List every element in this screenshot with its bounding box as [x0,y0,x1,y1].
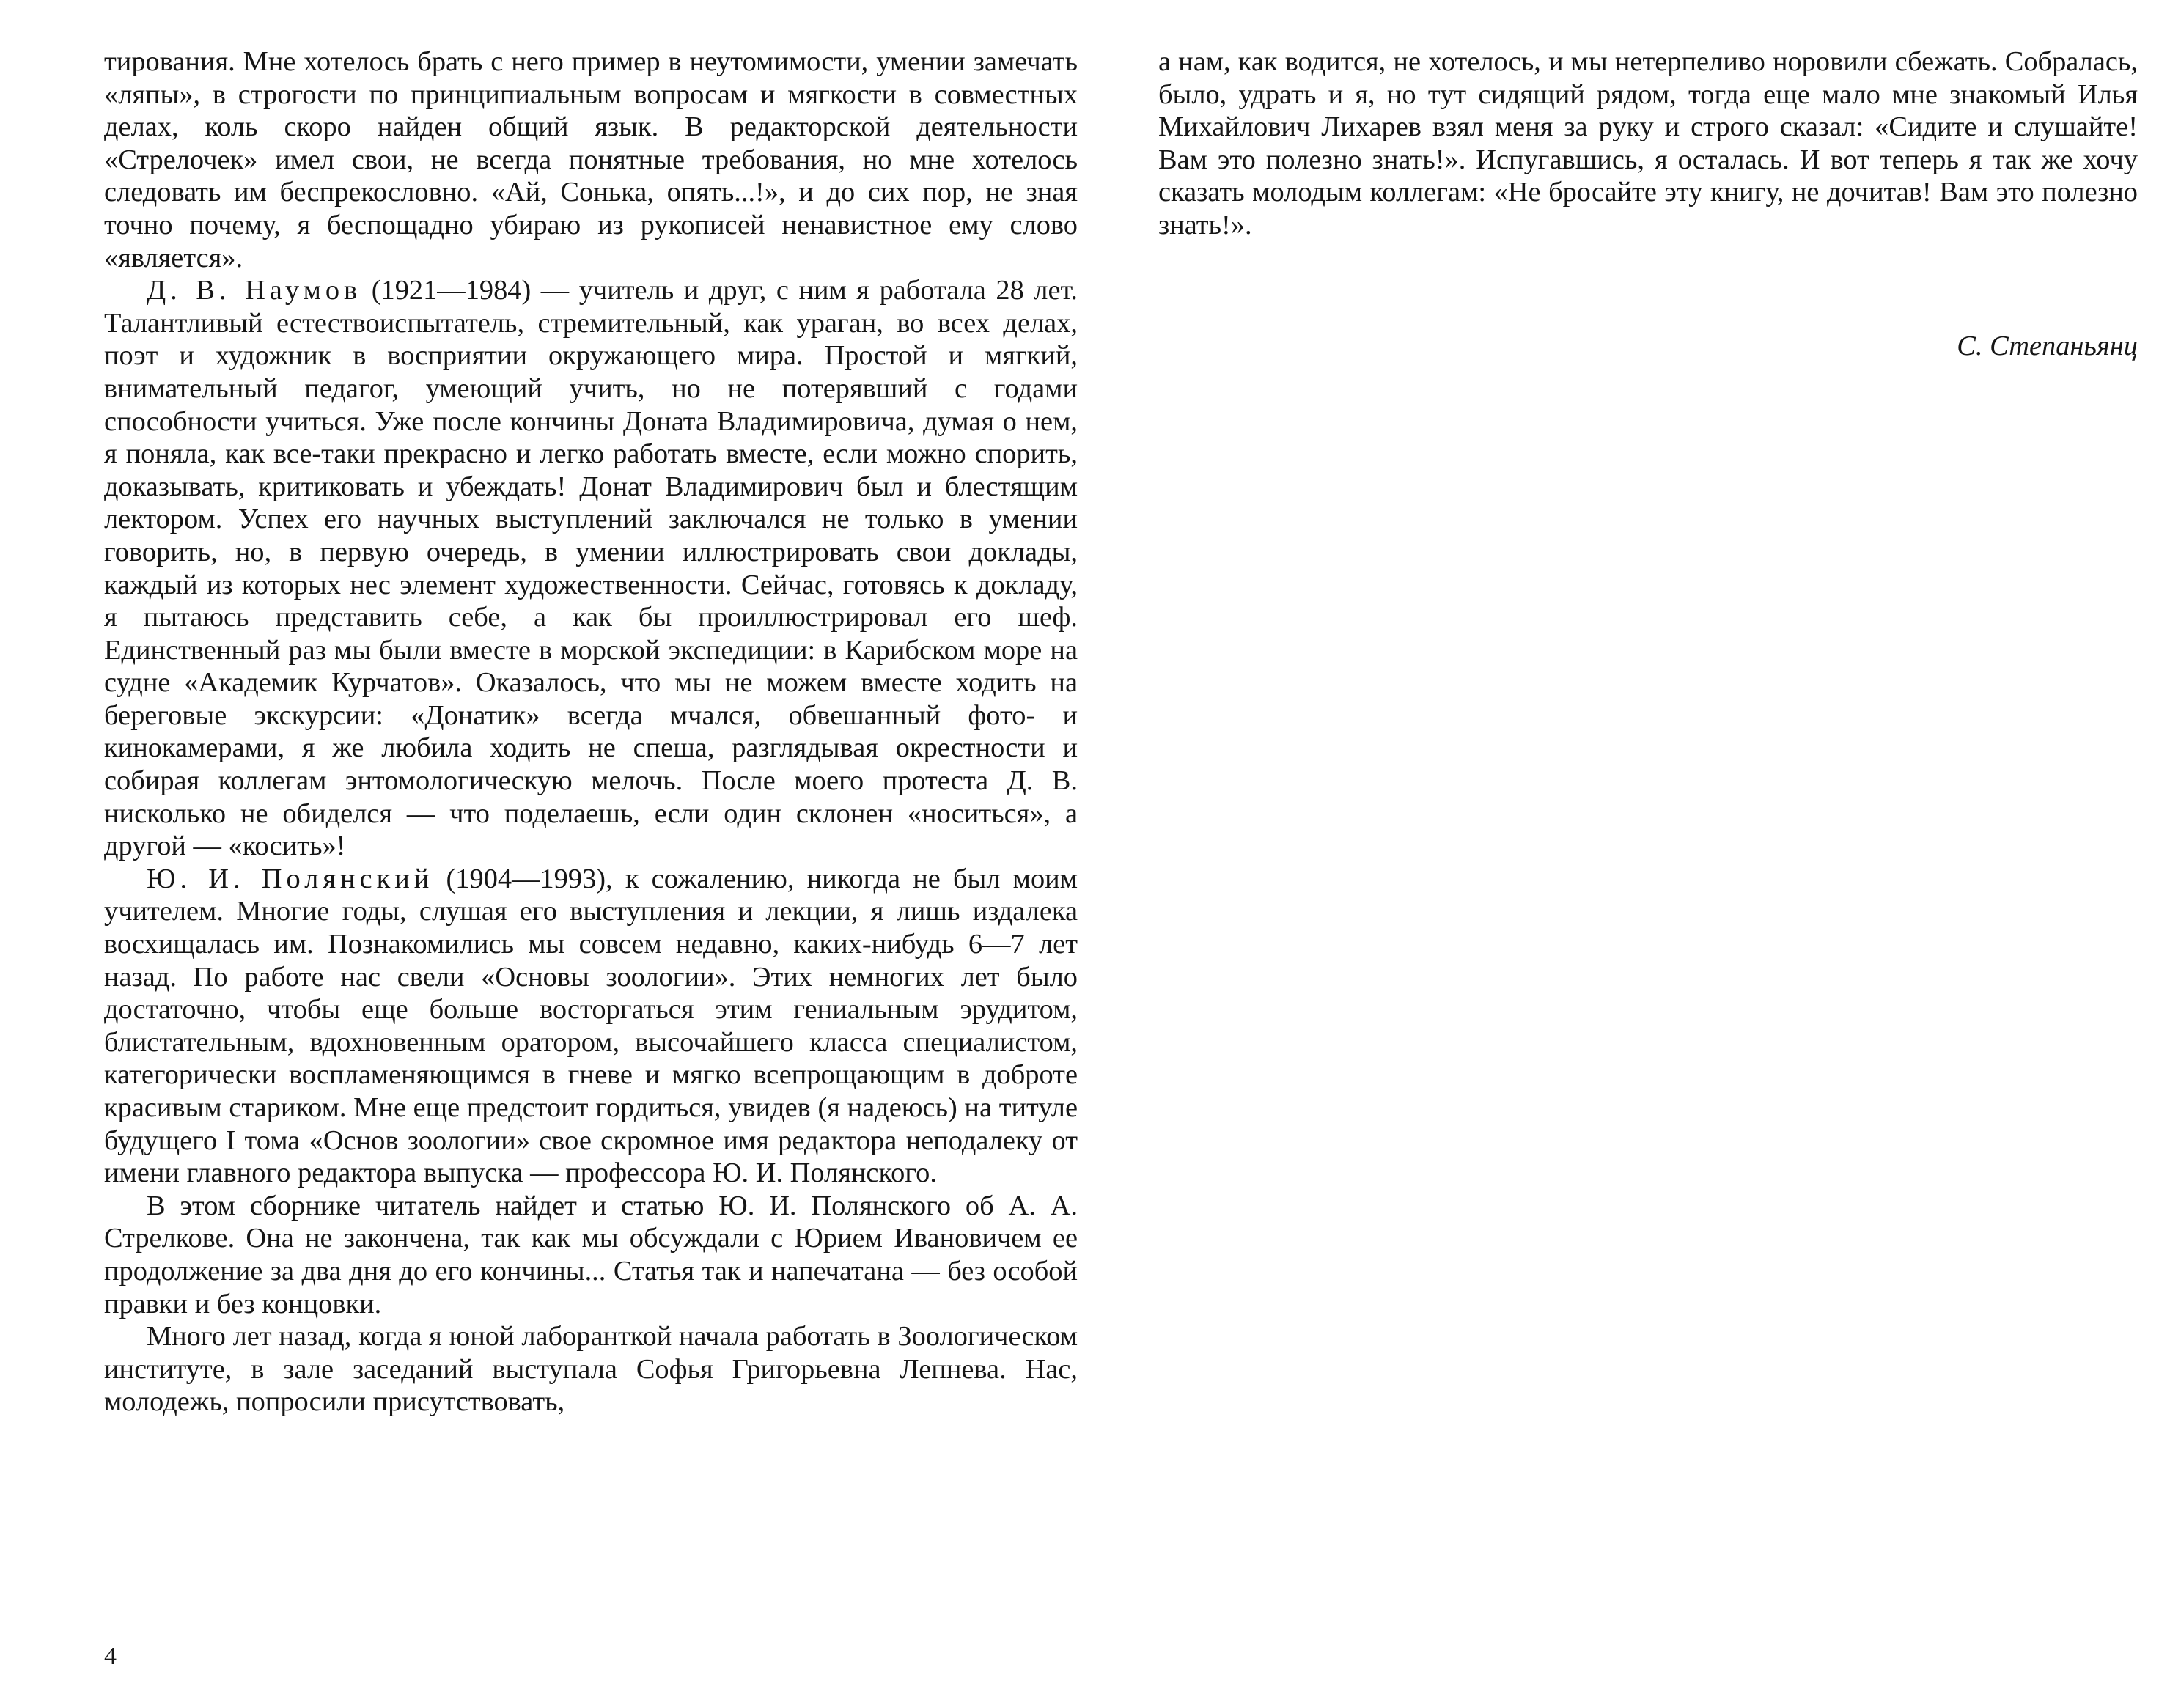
paragraph-lepneva: Много лет назад, когда я юной лаборанткой начала работать в Зоологическом институте, в зале заседаний выступала Софья Григорьевна Лепнева. Нас, молодежь, попросили присутствовать, [104,1321,1078,1418]
right-page [1158,45,2138,361]
paragraph-likharev: а нам, как водится, не хотелось, и мы нетерпеливо норовили сбежать. Собралась, было, удрать и я, но тут сидящий рядом, тогда еще мало мне знакомый Илья Михайлович Лихарев взял меня за руку и строго сказал: «Сидите и слушайте! Вам это полезно знать!». Испугавшись, я осталась. И вот теперь я так же хочу сказать молодым коллегам: «Не бросайте эту книгу, не дочитав! Вам это полезно знать!». [1158,46,2138,240]
left-page [104,45,1078,1418]
paragraph-polyansky-text: (1904—1993), к сожалению, никогда не был моим учителем. Многие годы, слушая его выступления и лекции, я лишь издалека восхищалась им. Познакомились мы совсем недавно, каких-нибудь 6—7 лет назад. По работе нас свели «Основы зоологии». Этих немногих лет было достаточно, чтобы еще больше восторгаться этим гениальным эрудитом, блистательным, вдохновенным оратором, высочайшего класса специалистом, категорически воспламеняющимся в гневе и мягко всепрощающим в доброте красивым стариком. Мне еще предстоит гордиться, увидев (я надеюсь) на титуле будущего I тома «Основ зоологии» свое скромное имя редактора неподалеку от имени главного редактора выпуска — профессора Ю. И. Полянского. [104,863,1078,1189]
author-signature: С. Степаньянц [1957,331,2138,361]
paragraph-polyansky [104,863,1078,1190]
paragraph-collection-article: В этом сборнике читатель найдет и статью Ю. И. Полянского об А. А. Стрелкове. Она не закончена, так как мы обсуждали с Юрием Ивановичем ее продолжение за два дня до его кончины... Статья так и напечатана — без особой правки и без концовки. [104,1190,1078,1319]
paragraph-strelkov-continued: тирования. Мне хотелось брать с него пример в неутомимости, умении замечать «ляпы», в строгости по принципиальным вопросам и мягкости в совместных делах, коль скоро найден общий язык. В редакторской деятельности «Стрелочек» имел свои, не всегда понятные требования, но мне хотелось следовать им беспрекословно. «Ай, Сонька, опять...!», и до сих пор, не зная точно почему, я беспощадно убираю из рукописей ненавистное ему слово «является». [104,46,1078,273]
person-name-polyansky: Ю. И. Полянский [147,863,434,894]
person-name-naumov: Д. В. Наумов [147,275,362,306]
page-number: 4 [104,1643,117,1670]
paragraph-naumov-text: (1921—1984) — учитель и друг, с ним я работала 28 лет. Талантливый естествоиспытатель, стремительный, как ураган, во всех делах, поэт и художник в восприятии окружающего мира. Простой и мягкий, внимательный педагог, умеющий учить, но не потерявший с годами способности учиться. Уже после кончины Доната Владимировича, думая о нем, я поняла, как все-таки прекрасно и легко работать вместе, если можно спорить, доказывать, критиковать и убеждать! Донат Владимирович был и блестящим лектором. Успех его научных выступлений заключался не только в умении говорить, но, в первую очередь, в умении иллюстрировать свои доклады, каждый из которых нес элемент художественности. Сейчас, готовясь к докладу, я пытаюсь представить себе, а как бы проиллюстрировал его шеф. Единственный раз мы были вместе в морской экспедиции: в Карибском море на судне «Академик Курчатов». Оказалось, что мы не можем вместе ходить на береговые экскурсии: «Донатик» всегда мчался, обвешанный фото- и кинокамерами, я же любила ходить не спеша, разглядывая окрестности и собирая коллегам энтомологическую мелочь. После моего протеста Д. В. нисколько не обиделся — что поделаешь, если один склонен «носиться», а другой — «косить»! [104,275,1078,862]
gutter [1117,0,1118,1708]
paragraph-naumov [104,274,1078,863]
